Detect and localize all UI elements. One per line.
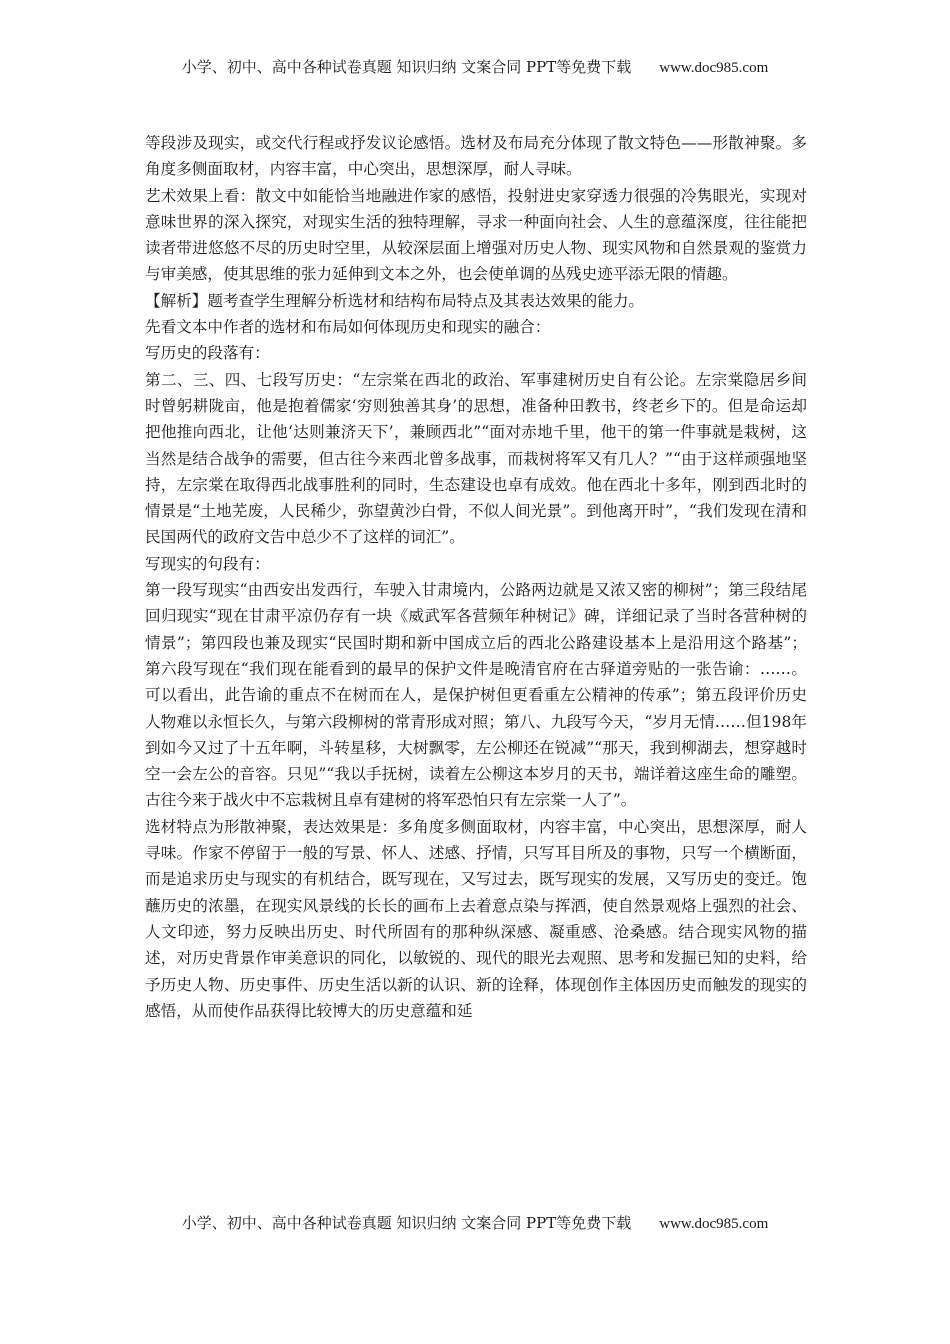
paragraph: 艺术效果上看：散文中如能恰当地融进作家的感悟，投射进史家穿透力很强的冷隽眼光，实现对意味世界的深入探究，对现实生活的独特理解，寻求一种面向社会、人生的意蕴深度，往往能把读者带进悠悠不尽的历史时空里，从较深层面上增强对历史人物、现实风物和自然景观的鉴赏力与审美感，使其思维的张力延伸到文本之外，也会使单调的丛残史迹平添无限的情趣。	[145, 186, 807, 284]
header-site-link[interactable]: www.doc985.com	[659, 60, 769, 76]
paragraph: 先看文本中作者的选材和布局如何体现历史和现实的融合：	[145, 318, 551, 337]
paragraph: 第二、三、四、七段写历史：“左宗棠在西北的政治、军事建树历史自有公论。左宗棠隐居乡间时曾躬耕陇亩，他是抱着儒家‘穷则独善其身’的思想，准备种田教书，终老乡下的。但是命运却把他推向西北，让他‘达则兼济天下’，兼顾西北”“面对赤地千里，他干的第一件事就是栽树，这当然是结合战争的需要，但古往今来西北曾多战事，而栽树将军又有几人？”“由于这样顽强地坚持，左宗棠在取得西北战事胜利的同时，生态建设也卓有成效。他在西北十多年，刚到西北时的情景是“土地芜废，人民稀少，弥望黄沙白骨，不似人间光景”。到他离开时”，“我们发现在清和民国两代的政府文告中总少不了这样的词汇”。	[145, 370, 807, 547]
document-body	[145, 130, 807, 1024]
page-footer	[0, 1213, 950, 1234]
header-text: 小学、初中、高中各种试卷真题 知识归纳 文案合同 PPT等免费下载	[181, 58, 632, 76]
paragraph: 写现实的句段有：	[145, 554, 270, 573]
footer-site-link[interactable]: www.doc985.com	[659, 1216, 769, 1232]
paragraph: 选材特点为形散神聚，表达效果是：多角度多侧面取材，内容丰富，中心突出，思想深厚，耐人寻味。作家不停留于一般的写景、怀人、述感、抒情，只写耳目所及的事物，只写一个横断面，而是追求历史与现实的有机结合，既写现在，又写过去，既写现实的发展，又写历史的变迁。饱蘸历史的浓墨，在现实风景线的长长的画布上去着意点染与挥洒，使自然景观烙上强烈的社会、人文印迹，努力反映出历史、时代所固有的那种纵深感、凝重感、沧桑感。结合现实风物的描述，对历史背景作审美意识的同化，以敏锐的、现代的眼光去观照、思考和发掘已知的史料，给予历史人物、历史事件、历史生活以新的认识、新的诠释，体现创作主体因历史而触发的现实的感悟，从而使作品获得比较博大的历史意蕴和延	[145, 817, 807, 1020]
paragraph: 等段涉及现实，或交代行程或抒发议论感悟。选材及布局充分体现了散文特色——形散神聚。多角度多侧面取材，内容丰富，中心突出，思想深厚，耐人寻味。	[145, 134, 807, 179]
page-header	[0, 57, 950, 78]
paragraph: 第一段写现实“由西安出发西行，车驶入甘肃境内，公路两边就是又浓又密的柳树”；第三段结尾回归现实“现在甘肃平凉仍存有一块《威武军各营频年种树记》碑，详细记录了当时各营种树的情景”；第四段也兼及现实“民国时期和新中国成立后的西北公路建设基本上是沿用这个路基”；第六段写现在“我们现在能看到的最早的保护文件是晚清官府在古驿道旁贴的一张告谕：……。可以看出，此告谕的重点不在树而在人，是保护树但更看重左公精神的传承”；第五段评价历史人物难以永恒长久，与第六段柳树的常青形成对照；第八、九段写今天，“岁月无情……但198年到如今又过了十五年啊，斗转星移，大树飘零，左公柳还在锐减”“那天，我到柳湖去，想穿越时空一会左公的音容。只见”“我以手抚树，读着左公柳这本岁月的天书，端详着这座生命的雕塑。古往今来于战火中不忘栽树且卓有建树的将军恐怕只有左宗棠一人了”。	[145, 581, 807, 810]
paragraph: 【解析】题考查学生理解分析选材和结构布局特点及其表达效果的能力。	[145, 291, 645, 310]
paragraph: 写历史的段落有：	[145, 344, 270, 363]
footer-text: 小学、初中、高中各种试卷真题 知识归纳 文案合同 PPT等免费下载	[181, 1214, 632, 1232]
